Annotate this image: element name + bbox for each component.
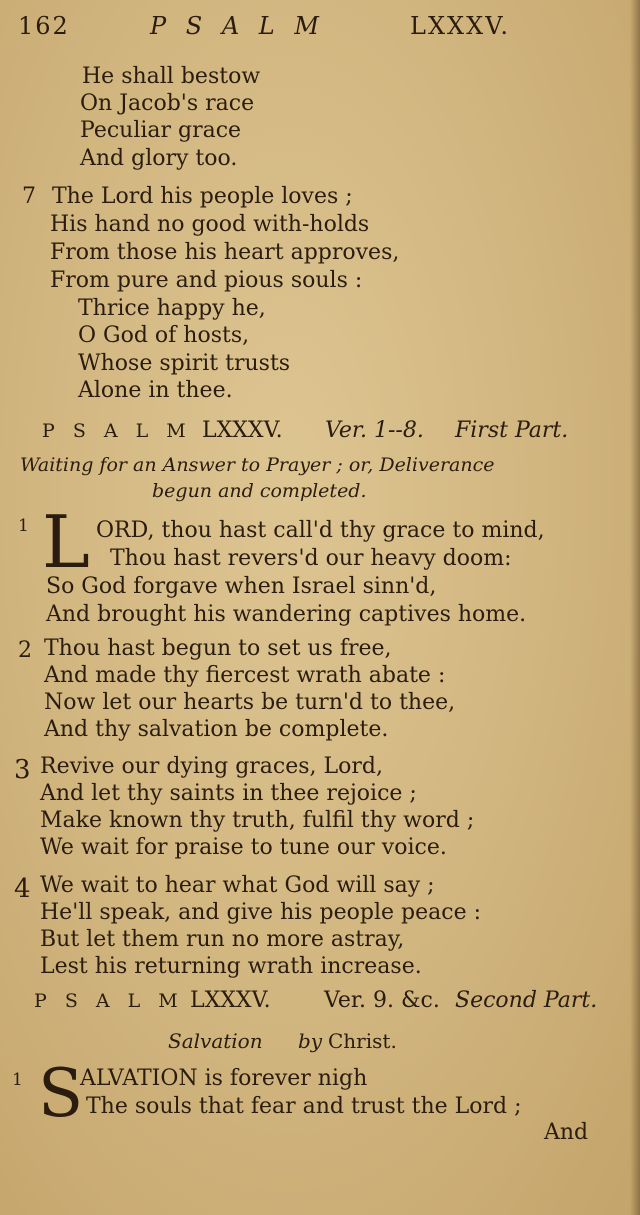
section-subtitle-b: by	[298, 1029, 323, 1053]
section-psalm-number: LXXXV.	[202, 418, 283, 443]
verse-line: Thrice happy he,	[78, 296, 266, 321]
verse-line: The Lord his people loves ;	[52, 184, 353, 209]
verse-line: His hand no good with-holds	[50, 212, 370, 237]
catchword: And	[544, 1120, 589, 1145]
verse-line: The souls that fear and trust the Lord ;	[86, 1094, 522, 1119]
page-number: 162	[18, 12, 70, 40]
verse-line: He'll speak, and give his people peace :	[40, 900, 481, 925]
verse-line: ALVATION is forever nigh	[80, 1066, 368, 1091]
verse-line: Peculiar grace	[80, 118, 242, 143]
stanza-number: 7	[22, 184, 36, 209]
section-psalm-label: P S A L M	[42, 420, 192, 442]
verse-line: Make known thy truth, fulfil thy word ;	[40, 808, 475, 833]
verse-line: Thou hast begun to set us free,	[44, 636, 392, 661]
verse-line: We wait for praise to tune our voice.	[40, 835, 447, 860]
verse-line: And made thy fiercest wrath abate :	[44, 663, 446, 688]
running-title: P S A L M	[150, 12, 325, 40]
verse-line: O God of hosts,	[78, 323, 250, 348]
verse-line: Now let our hearts be turn'd to thee,	[44, 690, 456, 715]
page-edge-shadow	[630, 0, 640, 1215]
verse-line: Revive our dying graces, Lord,	[40, 754, 383, 779]
verse-line: And thy salvation be complete.	[44, 717, 389, 742]
section-subtitle: begun and completed.	[152, 480, 367, 502]
verse-line: ORD, thou hast call'd thy grace to mind,	[96, 518, 545, 543]
verse-line: We wait to hear what God will say ;	[40, 873, 435, 898]
section-verse-range: Ver. 1--8.	[325, 418, 424, 443]
verse-number: 2	[18, 638, 32, 663]
verse-line: Whose spirit trusts	[78, 351, 291, 376]
verse-line: From those his heart approves,	[50, 240, 400, 265]
verse-line: On Jacob's race	[80, 91, 255, 116]
section-part-label: First Part.	[455, 418, 569, 443]
verse-number: 1	[18, 516, 29, 536]
section-psalm-label: P S A L M	[34, 990, 184, 1012]
verse-line: But let them run no more astray,	[40, 927, 405, 952]
section-subtitle-c: Christ.	[328, 1029, 397, 1053]
verse-number: 1	[12, 1070, 23, 1090]
verse-line: And glory too.	[80, 146, 238, 171]
section-psalm-number: LXXXV.	[190, 988, 271, 1013]
verse-line: And let thy saints in thee rejoice ;	[40, 781, 417, 806]
verse-line: So God forgave when Israel sinn'd,	[46, 574, 437, 599]
verse-line: Lest his returning wrath increase.	[40, 954, 422, 979]
section-subtitle: Waiting for an Answer to Prayer ; or, Deliverance	[20, 454, 495, 476]
section-subtitle-a: Salvation	[168, 1029, 263, 1053]
verse-line: Alone in thee.	[78, 378, 233, 403]
verse-line: He shall bestow	[82, 64, 261, 89]
section-part-label: Second Part.	[455, 988, 598, 1013]
verse-number: 4	[14, 874, 31, 904]
drop-cap: S	[38, 1055, 84, 1132]
verse-number: 3	[14, 755, 31, 785]
drop-cap: L	[42, 500, 90, 584]
section-verse-range: Ver. 9. &c.	[324, 988, 440, 1013]
running-psalm-number: LXXXV.	[410, 12, 510, 40]
verse-line: From pure and pious souls :	[50, 268, 363, 293]
verse-line: And brought his wandering captives home.	[46, 602, 527, 627]
verse-line: Thou hast revers'd our heavy doom:	[110, 546, 512, 571]
